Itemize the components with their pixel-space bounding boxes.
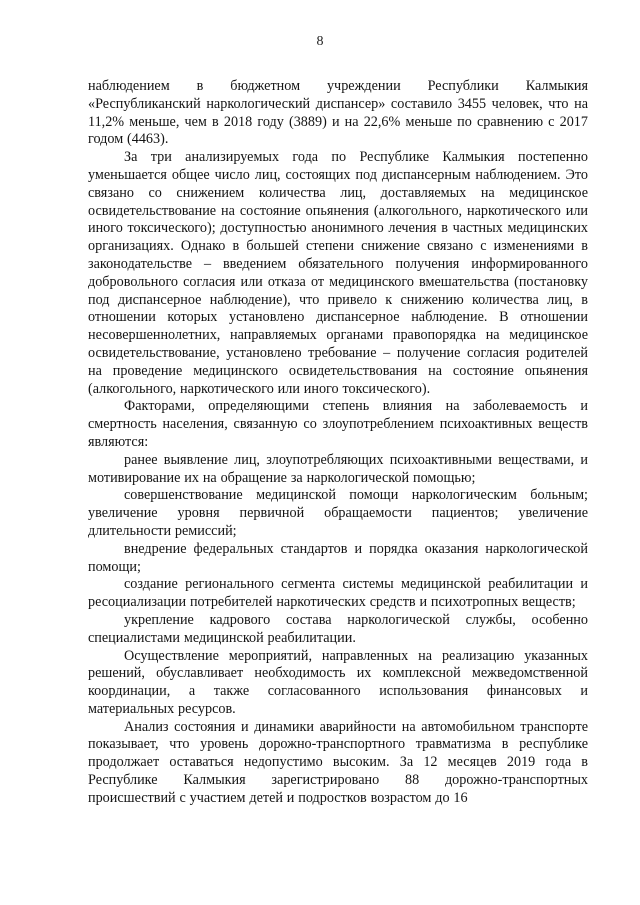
document-body <box>88 78 588 808</box>
paragraph-road-accidents: Анализ состояния и динамики аварийности на автомобильном транспорте показывает, что уровень дорожно-транспортного травматизма в республике продолжает оставаться недопустимо высоким. За 12 месяцев 2019 года в Республике Калмыкия зарегистрировано 88 дорожно-транспортных происшествий с участием детей и подростков возрастом до 16 <box>88 718 588 806</box>
paragraph-coordination: Осуществление мероприятий, направленных на реализацию указанных решений, обуславливает необходимость их комплексной межведомственной координации, а также согласованного использования финансовых и материальных ресурсов. <box>88 647 588 717</box>
list-item-staffing: укрепление кадрового состава наркологической службы, особенно специалистами медицинской реабилитации. <box>88 611 588 646</box>
paragraph-continuation: наблюдением в бюджетном учреждении Республики Калмыкия «Республиканский наркологический диспансер» составило 3455 человек, что на 11,2% меньше, чем в 2018 году (3889) и на 22,6% меньше по сравнению с 2017 годом (4463). <box>88 78 588 148</box>
paragraph-dispensary-decrease: За три анализируемых года по Республике Калмыкия постепенно уменьшается общее число лиц, состоящих под диспансерным наблюдением. Это связано со снижением количества лиц, доставляемых на медицинское освидетельствование на состояние опьянения (алкогольного, наркотического или иного токсического); доступностью анонимного лечения в частных медицинских организациях. Однако в большей степени снижение связано с изменениями в законодательстве – введением обязательного получения информированного добровольного согласия или отказа от медицинского вмешательства (постановку под диспансерное наблюдение), что привело к снижению количества лиц, в отношении которых установлено диспансерное наблюдение. В отношении несовершеннолетних, направляемых органами правопорядка на медицинское освидетельствование, установлено требование – получение согласия родителей на проведение медицинского освидетельствования на состояние опьянения (алкогольного, наркотического или иного токсического). <box>88 149 588 397</box>
list-item-early-detection: ранее выявление лиц, злоупотребляющих психоактивными веществами, и мотивирование их на обращение за наркологической помощью; <box>88 451 588 486</box>
list-item-rehabilitation-system: создание регионального сегмента системы медицинской реабилитации и ресоциализации потребителей наркотических средств и психотропных веществ; <box>88 576 588 611</box>
list-item-care-improvement: совершенствование медицинской помощи наркологическим больным; увеличение уровня первичной обращаемости пациентов; увеличение длительности ремиссий; <box>88 487 588 539</box>
page-number: 8 <box>316 34 324 49</box>
list-item-standards: внедрение федеральных стандартов и порядка оказания наркологической помощи; <box>88 540 588 575</box>
paragraph-factors-intro: Факторами, определяющими степень влияния на заболеваемость и смертность населения, связанную со злоупотреблением психоактивных веществ являются: <box>88 398 588 450</box>
